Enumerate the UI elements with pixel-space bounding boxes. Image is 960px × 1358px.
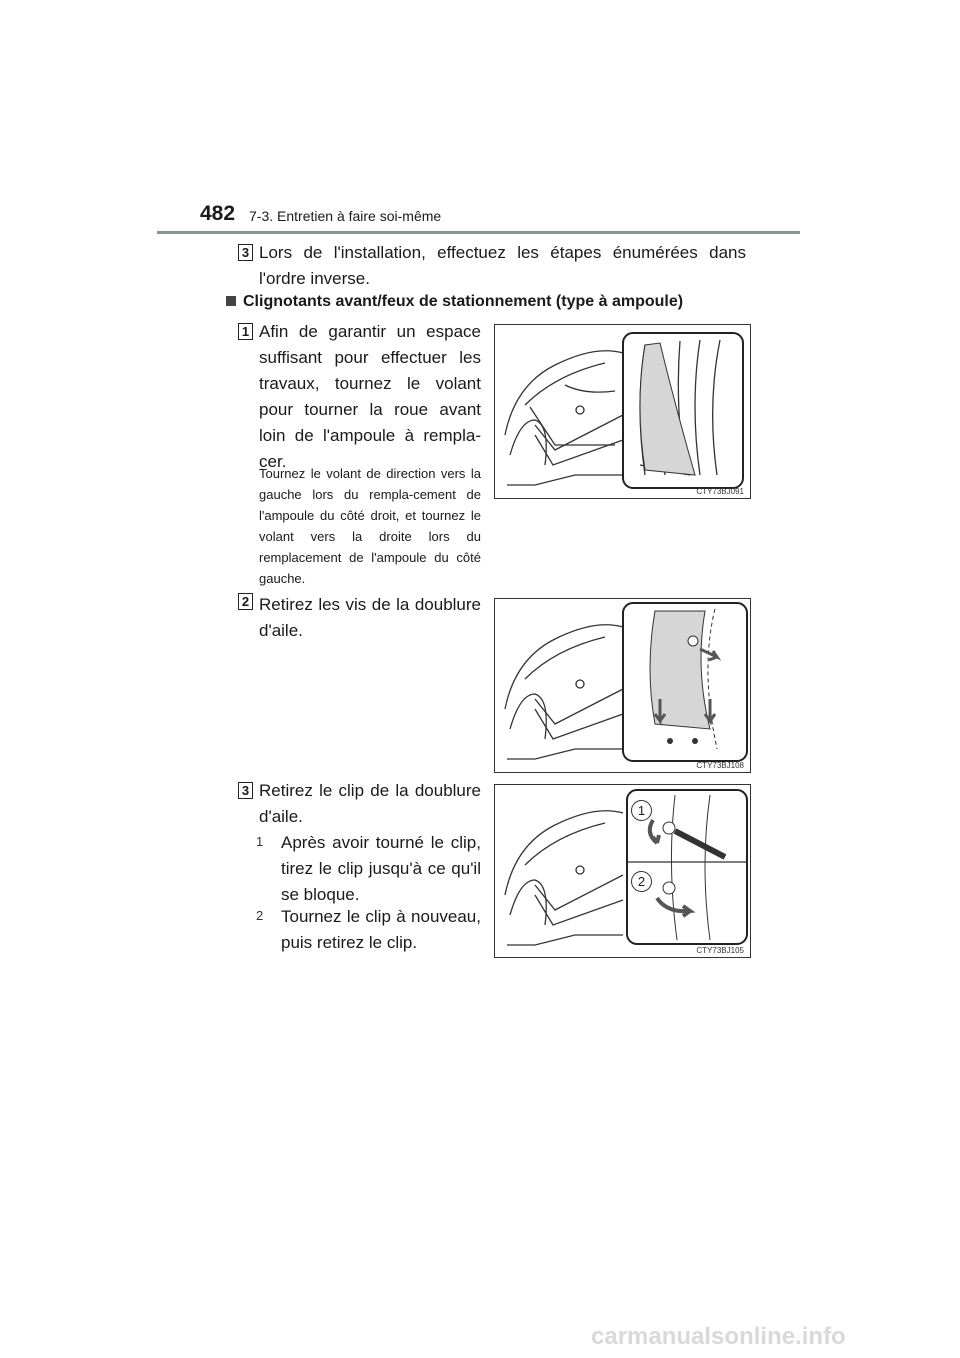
section-heading-label: Clignotants avant/feux de stationnement (type à ampoule)	[243, 293, 684, 310]
callout-2: 2	[631, 871, 652, 892]
sub-step-number-2: 2	[256, 908, 264, 923]
figure-code: CTY73BJ091	[696, 487, 744, 496]
figure-fender-screws	[494, 598, 751, 773]
step-badge-1: 1	[238, 323, 253, 340]
step-1-text: Afin de garantir un espace suffisant pour effectuer les travaux, tournez le volant pour tourner la roue avant loin de l'ampoule à rempla-cer.	[259, 322, 481, 471]
section-title: 7-3. Entretien à faire soi-même	[249, 208, 442, 224]
sub-step-1-text: Après avoir tourné le clip, tirez le clip jusqu'à ce qu'il se bloque.	[281, 833, 481, 904]
figure-code: CTY73BJ105	[696, 946, 744, 955]
step-3-text: Retirez le clip de la doublure d'aile.	[259, 781, 481, 826]
page-number: 482	[200, 202, 236, 225]
figure-code: CTY73BJ108	[696, 761, 744, 770]
sub-step-2-text: Tournez le clip à nouveau, puis retirez le clip.	[281, 907, 481, 952]
step-1-note: Tournez le volant de direction vers la gauche lors du rempla-cement de l'ampoule du côté droit, et tournez le volant vers la droite lors du remplacement de l'ampoule du côté gauche.	[259, 466, 481, 586]
step-badge-3-prev: 3	[238, 244, 253, 261]
step-2-text: Retirez les vis de la doublure d'aile.	[259, 595, 481, 640]
watermark-text: carmanualsonline.info	[591, 1323, 846, 1350]
callout-1: 1	[631, 800, 652, 821]
figure-wheel-turned	[494, 324, 751, 499]
sub-step-number-1: 1	[256, 834, 264, 849]
square-bullet-icon	[226, 296, 236, 306]
figure-fender-clip	[494, 784, 751, 958]
step-3-prev-text: Lors de l'installation, effectuez les étapes énumérées dans l'ordre inverse.	[259, 243, 746, 288]
step-badge-3: 3	[238, 782, 253, 799]
step-badge-2: 2	[238, 593, 253, 610]
section-heading	[226, 293, 683, 311]
header-rule	[157, 231, 800, 234]
